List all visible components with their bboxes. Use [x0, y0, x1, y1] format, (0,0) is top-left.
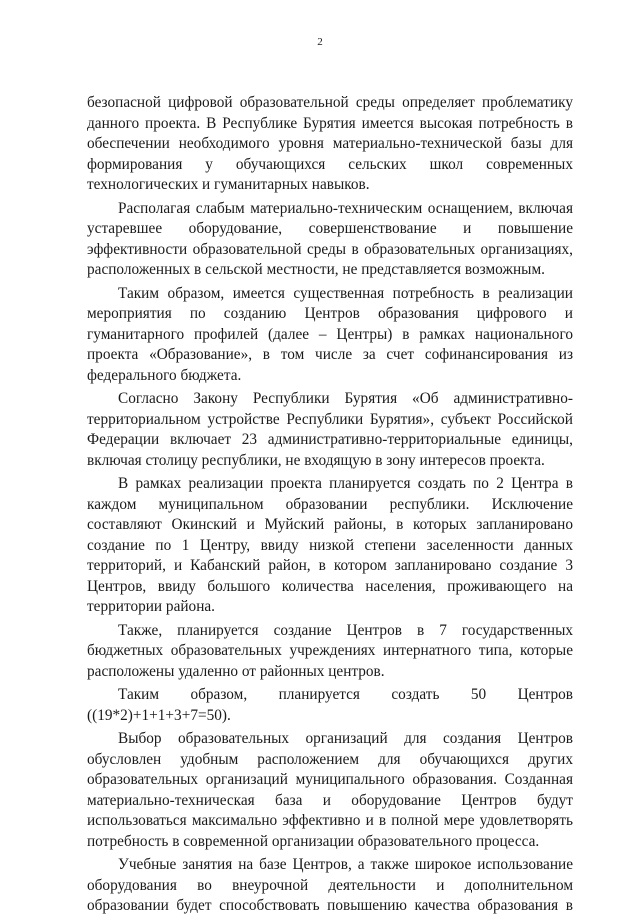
paragraph-4: Согласно Закону Республики Бурятия «Об административно-территориальном устройстве Республики Бурятия», субъект Российской Федерации включает 23 административно-территориальные единицы, включая столицу республики, не входящую в зону интересов проекта.: [87, 390, 573, 469]
paragraph-1: безопасной цифровой образовательной среды определяет проблематику данного проекта. В Республике Бурятия имеется высокая потребность в обеспечении необходимого уровня материально-технической базы для формирования у обучающихся сельских школ современных технологических и гуманитарных навыков.: [87, 94, 573, 193]
paragraph-6: Также, планируется создание Центров в 7 государственных бюджетных образовательных учреждениях интернатного типа, которые расположены удаленно от районных центров.: [87, 621, 573, 680]
document-body: [87, 93, 573, 920]
paragraph-9: Учебные занятия на базе Центров, а также широкое использование оборудования во внеурочной деятельности и дополнительном образовании будет способствовать повышению качества образования в: [87, 856, 573, 914]
paragraph-7: Таким образом, планируется создать 50 Центров ((19*2)+1+1+3+7=50).: [87, 686, 573, 724]
paragraph-2: Располагая слабым материально-техническим оснащением, включая устаревшее оборудование, совершенствование и повышение эффективности образовательной среды в образовательных организациях, расположенных в сельской местности, не представляется возможным.: [87, 199, 573, 278]
paragraph-8: Выбор образовательных организаций для создания Центров обусловлен удобным расположением для обучающихся других образовательных организаций муниципального образования. Созданная материально-техническая база и оборудование Центров будут использоваться максимально эффективно и в полной мере удовлетворять потребность в современной организации образовательного процесса.: [87, 730, 573, 850]
page-number: 2: [317, 36, 323, 48]
paragraph-3: Таким образом, имеется существенная потребность в реализации мероприятия по созданию Центров образования цифрового и гуманитарного профилей (далее – Центры) в рамках национального проекта «Образование», в том числе за счет софинансирования из федерального бюджета.: [87, 284, 573, 384]
paragraph-5: В рамках реализации проекта планируется создать по 2 Центра в каждом муниципальном образовании республики. Исключение составляют Окинский и Муйский районы, в которых запланировано создание по 1 Центру, ввиду низкой степени заселенности данных территорий, и Кабанский район, в котором запланировано создание 3 Центров, ввиду большого количества населения, проживающего на территории района.: [87, 475, 573, 615]
